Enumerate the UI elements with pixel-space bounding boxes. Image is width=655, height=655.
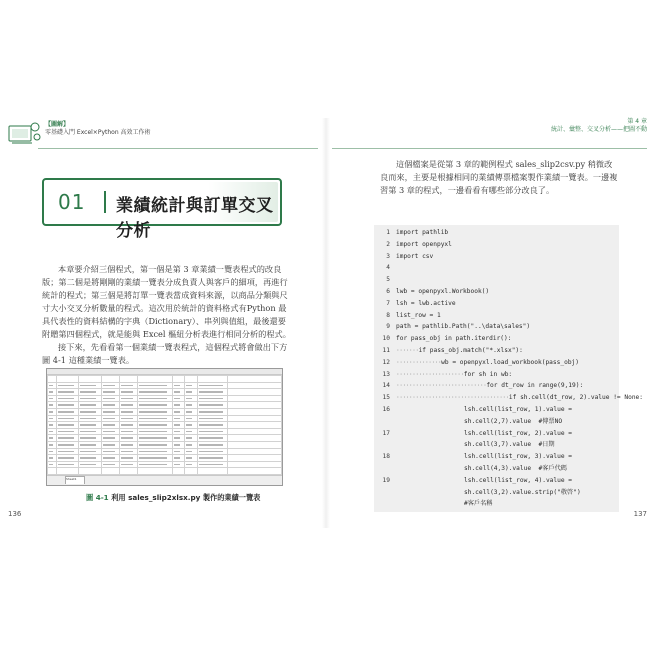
spreadsheet-cell	[48, 455, 57, 462]
spreadsheet-cell	[138, 376, 172, 383]
code-text	[464, 477, 572, 485]
figure-caption-text: 利用 sales_slip2xlsx.py 製作的業績一覽表	[111, 493, 261, 502]
spreadsheet-cell	[172, 441, 184, 448]
spreadsheet-cell	[101, 376, 119, 383]
spreadsheet-cell	[120, 448, 138, 455]
header-subtitle: 統計、彙整、交叉分析——把圖不動	[550, 126, 647, 133]
code-text	[396, 312, 441, 320]
spreadsheet-cell	[172, 408, 184, 415]
spreadsheet-cell	[48, 382, 57, 389]
indent-guide: ····························	[396, 382, 487, 390]
spreadsheet-cell	[48, 441, 57, 448]
spreadsheet-cell	[138, 422, 172, 429]
left-header-rule	[38, 148, 318, 149]
spreadsheet-cell	[197, 415, 227, 422]
spreadsheet-row	[48, 395, 282, 402]
spreadsheet-cell	[48, 408, 57, 415]
spreadsheet-cell	[172, 428, 184, 435]
spreadsheet-cell	[197, 395, 227, 402]
page-number-left: 136	[8, 510, 22, 518]
code-content: lsh.cell(list_row, 3).value =	[464, 453, 573, 461]
spreadsheet-cell	[79, 408, 101, 415]
spreadsheet-cell	[197, 376, 227, 383]
spreadsheet-cell	[101, 415, 119, 422]
spreadsheet-row	[48, 461, 282, 468]
spreadsheet-cell	[48, 435, 57, 442]
spreadsheet-row	[48, 382, 282, 389]
line-number: 15	[382, 394, 390, 402]
code-text	[396, 288, 489, 296]
spreadsheet-cell	[79, 468, 101, 475]
left-header	[8, 118, 318, 148]
spreadsheet-row	[48, 455, 282, 462]
spreadsheet-cell	[48, 389, 57, 396]
sheet-tab-bar	[47, 475, 282, 485]
spreadsheet-cell	[79, 441, 101, 448]
spreadsheet-cell	[56, 448, 78, 455]
spreadsheet-cell	[79, 395, 101, 402]
spreadsheet-cell	[138, 415, 172, 422]
sheet-tab	[65, 476, 85, 484]
spreadsheet-cell	[48, 402, 57, 409]
spreadsheet-cell	[101, 441, 119, 448]
spreadsheet-cell	[79, 428, 101, 435]
spreadsheet-cell	[185, 461, 197, 468]
intro-text	[42, 263, 292, 367]
spreadsheet-cell	[228, 422, 282, 429]
spreadsheet-cell	[120, 455, 138, 462]
spreadsheet-cell	[101, 382, 119, 389]
spreadsheet-cell	[197, 422, 227, 429]
section-banner	[42, 178, 282, 241]
paragraph-2: 接下來，先看看第一個業績一覽表程式，這個程式將會做出下方圖 4-1 這種業績一覽表。	[42, 342, 288, 365]
line-number: 2	[386, 240, 390, 248]
spreadsheet-cell	[101, 448, 119, 455]
spreadsheet-cell	[138, 408, 172, 415]
spreadsheet-cell	[228, 402, 282, 409]
section-number: 01	[58, 190, 86, 214]
page-gutter	[322, 118, 330, 528]
spreadsheet-cell	[56, 435, 78, 442]
section-title: 業績統計與訂單交叉分析	[116, 196, 274, 241]
spreadsheet-cell	[197, 461, 227, 468]
spreadsheet-cell	[56, 389, 78, 396]
code-content: sh.cell(4,3).value #客戶代碼	[464, 465, 567, 472]
spreadsheet-cell	[197, 448, 227, 455]
spreadsheet-cell	[101, 435, 119, 442]
line-number: 11	[382, 347, 390, 354]
code-content: lsh.cell(list_row, 2).value =	[464, 429, 573, 437]
line-number: 5	[386, 276, 390, 284]
spreadsheet-row	[48, 435, 282, 442]
spreadsheet-cell	[48, 468, 57, 475]
code-block	[374, 225, 643, 512]
code-text	[396, 323, 530, 331]
spreadsheet-cell	[56, 468, 78, 475]
spreadsheet-cell	[172, 382, 184, 389]
spreadsheet-cell	[197, 455, 227, 462]
spreadsheet-cell	[56, 455, 78, 462]
code-content: sh.cell(3,2).value.strip("敬啓")	[464, 488, 581, 496]
spreadsheet-cell	[101, 428, 119, 435]
spreadsheet-cell	[228, 441, 282, 448]
code-text	[464, 418, 562, 426]
code-line	[374, 500, 619, 516]
code-content: path = pathlib.Path("..\data\sales")	[396, 323, 531, 331]
spreadsheet-cell	[79, 461, 101, 468]
spreadsheet-grid	[47, 375, 282, 486]
spreadsheet-cell	[228, 448, 282, 455]
spreadsheet-cell	[79, 376, 101, 383]
line-number: 12	[382, 358, 390, 366]
spreadsheet-cell	[185, 395, 197, 402]
spreadsheet-cell	[120, 408, 138, 415]
right-header	[551, 118, 647, 134]
spreadsheet-cell	[101, 468, 119, 475]
code-content: lsh.cell(list_row, 4).value =	[464, 476, 573, 484]
code-text	[464, 465, 567, 473]
spreadsheet-cell	[172, 402, 184, 409]
spreadsheet-cell	[120, 441, 138, 448]
spreadsheet-cell	[172, 395, 184, 402]
spreadsheet-cell	[197, 408, 227, 415]
spreadsheet-cell	[48, 395, 57, 402]
spreadsheet-cell	[79, 382, 101, 389]
spreadsheet-cell	[138, 395, 172, 402]
spreadsheet-cell	[228, 389, 282, 396]
spreadsheet-cell	[48, 461, 57, 468]
spreadsheet-cell	[101, 422, 119, 429]
spreadsheet-cell	[48, 448, 57, 455]
code-text	[396, 382, 583, 390]
line-number: 19	[382, 476, 390, 484]
code-content: lsh = lwb.active	[396, 299, 456, 307]
line-number: 3	[386, 252, 390, 260]
spreadsheet-cell	[197, 468, 227, 475]
spreadsheet-cell	[172, 461, 184, 468]
code-text	[464, 453, 572, 461]
spreadsheet-row	[48, 422, 282, 429]
code-text	[396, 394, 643, 402]
code-content: if pass_obj.match("*.xlsx"):	[418, 347, 523, 354]
spreadsheet-row	[48, 448, 282, 455]
spreadsheet-cell	[79, 455, 101, 462]
code-text	[396, 359, 579, 367]
code-content: for sh in wb:	[463, 370, 513, 378]
spreadsheet-cell	[197, 402, 227, 409]
spreadsheet-cell	[138, 435, 172, 442]
spreadsheet-row	[48, 408, 282, 415]
spreadsheet-cell	[185, 448, 197, 455]
spreadsheet-cell	[228, 455, 282, 462]
indent-guide: ···································	[396, 394, 509, 402]
spreadsheet-row	[48, 402, 282, 409]
spreadsheet-cell	[185, 441, 197, 448]
header-book-title: 零基礎入門 Excel×Python 高效工作術	[45, 129, 151, 136]
spreadsheet-cell	[101, 395, 119, 402]
spreadsheet-cell	[228, 435, 282, 442]
spreadsheet-cell	[138, 389, 172, 396]
line-number: 13	[382, 370, 390, 378]
spreadsheet-cell	[197, 441, 227, 448]
spreadsheet-cell	[172, 455, 184, 462]
code-text	[396, 335, 511, 343]
spreadsheet-cell	[120, 422, 138, 429]
spreadsheet-cell	[79, 389, 101, 396]
left-header-texts	[45, 121, 151, 137]
code-text	[464, 500, 492, 508]
spreadsheet-cell	[56, 415, 78, 422]
spreadsheet-cell	[185, 435, 197, 442]
spreadsheet-row	[48, 468, 282, 475]
spreadsheet-cell	[172, 448, 184, 455]
line-number: 1	[386, 229, 390, 236]
right-page	[332, 118, 647, 518]
spreadsheet-cell	[185, 376, 197, 383]
spreadsheet-cell	[79, 435, 101, 442]
spreadsheet-cell	[79, 415, 101, 422]
spreadsheet-cell	[138, 448, 172, 455]
spreadsheet-cell	[197, 389, 227, 396]
right-paragraph: 這個檔案是從第 3 章的範例程式 sales_slip2csv.py 稍微改良而來，主要是根據相同的業績傳票檔案製作業績一覽表。一邊複習第 3 章的程式，一邊看看有哪些部分改良了。	[380, 159, 618, 195]
spreadsheet-cell	[228, 461, 282, 468]
spreadsheet-row	[48, 376, 282, 383]
book-logo-icon	[8, 120, 42, 146]
spreadsheet-cell	[101, 408, 119, 415]
figure-caption	[86, 493, 260, 503]
code-content: for dt_row in range(9,19):	[486, 382, 584, 390]
spreadsheet-cell	[120, 402, 138, 409]
line-number: 8	[386, 311, 390, 319]
spreadsheet-cell	[197, 435, 227, 442]
spreadsheet-cell	[120, 468, 138, 475]
spreadsheet-cell	[56, 402, 78, 409]
indent-guide: ·····················	[396, 370, 464, 378]
spreadsheet-cell	[228, 395, 282, 402]
line-number: 7	[386, 299, 390, 307]
spreadsheet-cell	[197, 428, 227, 435]
spreadsheet-cell	[48, 415, 57, 422]
spreadsheet-cell	[185, 455, 197, 462]
spreadsheet-cell	[172, 376, 184, 383]
code-content: wb = openpyxl.load_workbook(pass_obj)	[441, 358, 579, 366]
code-text	[464, 489, 581, 497]
header-chapter: 第 4 章	[627, 118, 647, 125]
line-number: 4	[386, 264, 390, 272]
code-text	[464, 406, 572, 414]
spreadsheet-cell	[172, 389, 184, 396]
code-text	[396, 241, 452, 249]
code-content: sh.cell(2,7).value #傳票NO	[464, 417, 563, 425]
spreadsheet-cell	[185, 382, 197, 389]
code-content: #客戶名稱	[464, 500, 493, 508]
line-number: 18	[382, 453, 390, 461]
spreadsheet-cell	[185, 415, 197, 422]
right-intro	[380, 158, 620, 197]
spreadsheet-cell	[120, 461, 138, 468]
spreadsheet-cell	[56, 461, 78, 468]
spreadsheet-cell	[120, 415, 138, 422]
spreadsheet-row	[48, 389, 282, 396]
spreadsheet-cell	[185, 422, 197, 429]
left-page	[8, 118, 318, 518]
spreadsheet-cell	[185, 468, 197, 475]
spreadsheet-cell	[185, 428, 197, 435]
code-text	[396, 300, 456, 308]
spreadsheet-cell	[138, 402, 172, 409]
spreadsheet-cell	[228, 428, 282, 435]
spreadsheet-cell	[48, 422, 57, 429]
line-number: 16	[382, 406, 390, 413]
code-content: lwb = openpyxl.Workbook()	[396, 288, 490, 295]
spreadsheet-cell	[120, 376, 138, 383]
page-number-right: 137	[633, 510, 647, 518]
spreadsheet-cell	[101, 455, 119, 462]
spreadsheet-cell	[79, 422, 101, 429]
spreadsheet-cell	[185, 402, 197, 409]
code-text	[396, 371, 512, 379]
line-number: 17	[382, 429, 390, 437]
spreadsheet-cell	[228, 376, 282, 383]
code-text	[396, 347, 523, 355]
spreadsheet-cell	[120, 382, 138, 389]
code-text	[396, 229, 448, 237]
spreadsheet-row	[48, 428, 282, 435]
spreadsheet-cell	[172, 468, 184, 475]
spreadsheet-row	[48, 415, 282, 422]
code-content: import pathlib	[396, 229, 449, 236]
code-text	[464, 441, 555, 449]
sheet-tab-label: Sheet1	[66, 477, 77, 481]
spreadsheet-cell	[138, 455, 172, 462]
code-content: import csv	[396, 252, 434, 260]
spreadsheet-cell	[56, 428, 78, 435]
banner-separator	[104, 191, 106, 213]
spreadsheet-cell	[138, 441, 172, 448]
spreadsheet-cell	[172, 422, 184, 429]
line-number: 6	[386, 288, 390, 295]
spreadsheet-cell	[228, 382, 282, 389]
spreadsheet-cell	[79, 448, 101, 455]
code-text	[396, 253, 433, 261]
indent-guide: ··············	[396, 358, 442, 366]
spreadsheet-cell	[197, 382, 227, 389]
spreadsheet-cell	[138, 382, 172, 389]
spreadsheet-cell	[48, 376, 57, 383]
line-number: 9	[386, 323, 390, 331]
spreadsheet-cell	[185, 408, 197, 415]
code-content: lsh.cell(list_row, 1).value =	[464, 406, 573, 413]
spreadsheet-figure	[46, 368, 283, 486]
spreadsheet-cell	[48, 428, 57, 435]
spreadsheet-cell	[56, 382, 78, 389]
spreadsheet-cell	[56, 408, 78, 415]
spreadsheet-cell	[138, 428, 172, 435]
spreadsheet-cell	[120, 395, 138, 402]
spreadsheet-cell	[228, 408, 282, 415]
spreadsheet-cell	[120, 428, 138, 435]
line-number: 14	[382, 382, 390, 390]
code-content: sh.cell(3,7).value #日期	[464, 441, 555, 449]
right-header-rule	[332, 148, 647, 149]
spreadsheet-cell	[56, 376, 78, 383]
indent-guide: ·······	[396, 347, 419, 354]
spreadsheet-cell	[172, 435, 184, 442]
code-text	[464, 430, 572, 438]
line-number: 10	[382, 335, 390, 343]
code-content: import openpyxl	[396, 240, 452, 248]
spreadsheet-cell	[56, 422, 78, 429]
spreadsheet-cell	[138, 468, 172, 475]
spreadsheet-cell	[101, 461, 119, 468]
spreadsheet-cell	[56, 395, 78, 402]
code-content: if sh.cell(dt_row, 2).value != None:	[508, 394, 643, 402]
figure-number: 圖 4-1	[86, 493, 109, 502]
code-content: for pass_obj in path.iterdir():	[396, 335, 512, 343]
spreadsheet-cell	[56, 441, 78, 448]
paragraph-1: 本章要介紹三個程式，第一個是第 3 章業績一覽表程式的改良版；第二個是將剛剛的業績一覽表分成負責人與客戶的細項，再進行統計的程式；第三個是將訂單一覽表當成資料來源，以商品分類與尺寸大小交叉分析數量的程式。這次用於統計的資料格式有Python 最具代表性的資料結構的字典（Dictionary）、串列與值組，最後還要附贈第四個程式，就是能與 Excel 樞紐分析表進行相同分析的程式。	[42, 264, 291, 339]
spreadsheet-cell	[79, 402, 101, 409]
spreadsheet-cell	[228, 415, 282, 422]
spreadsheet-cell	[228, 468, 282, 475]
spreadsheet-cell	[101, 389, 119, 396]
spreadsheet-cell	[120, 389, 138, 396]
spreadsheet-cell	[185, 389, 197, 396]
spreadsheet-cell	[101, 402, 119, 409]
spreadsheet-row	[48, 441, 282, 448]
code-content: list_row = 1	[396, 311, 441, 319]
header-tag: 【圖解】	[45, 121, 70, 128]
spreadsheet-cell	[120, 435, 138, 442]
spreadsheet-cell	[138, 461, 172, 468]
spreadsheet-cell	[172, 415, 184, 422]
